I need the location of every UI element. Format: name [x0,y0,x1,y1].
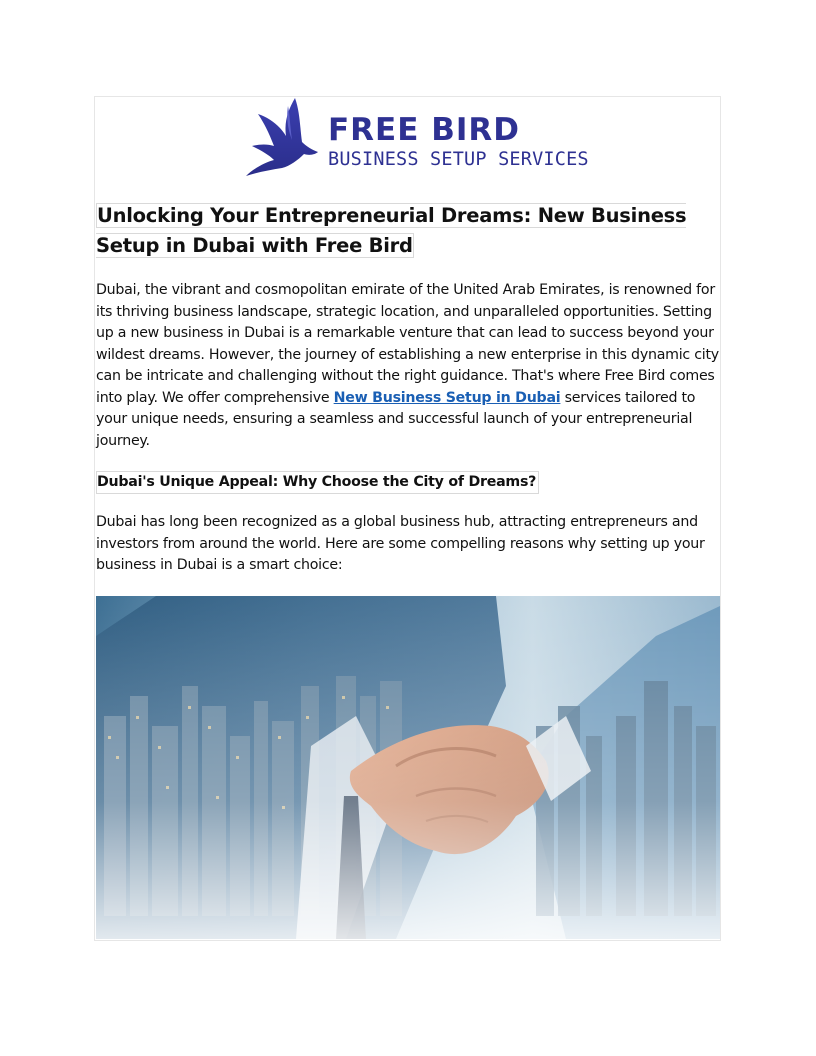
intro-text-end: services tailored to your unique needs, ensuring a seamless and successful launch of your entrepreneurial journey. [96,389,696,449]
reasons-paragraph: Dubai has long been recognized as a global business hub, attracting entrepreneurs and investors from around the world. Here are some compelling reasons why setting up your business in Dubai is a smart choice: [96,514,705,573]
logo-title: FREE BIRD [328,112,520,148]
photo-illustration [96,596,720,939]
free-bird-logo [240,96,589,182]
intro-paragraph [96,280,722,452]
logo-subtitle: BUSINESS SETUP SERVICES [328,149,589,170]
article-title [96,201,710,261]
bird-icon [240,96,320,182]
intro-text-start: Dubai, the vibrant and cosmopolitan emirate of the United Arab Emirates, is renowned for its thriving business landscape, strategic location, and unparalleled opportunities. Setting up a new business in Dubai is a remarkable venture that can lead to success beyond your wildest dreams. However, the journey of establishing a new enterprise in this dynamic city can be intricate and challenging without the right guidance. That's where Free Bird comes into play. We offer comprehensive [96,282,719,406]
new-business-setup-link[interactable]: New Business Setup in Dubai [333,389,561,406]
article-title-text: Unlocking Your Entrepreneurial Dreams: New Business Setup in Dubai with Free Bird [96,204,687,257]
handshake-city-photo [96,596,720,939]
section-heading: Dubai's Unique Appeal: Why Choose the City of Dreams? [96,471,539,494]
